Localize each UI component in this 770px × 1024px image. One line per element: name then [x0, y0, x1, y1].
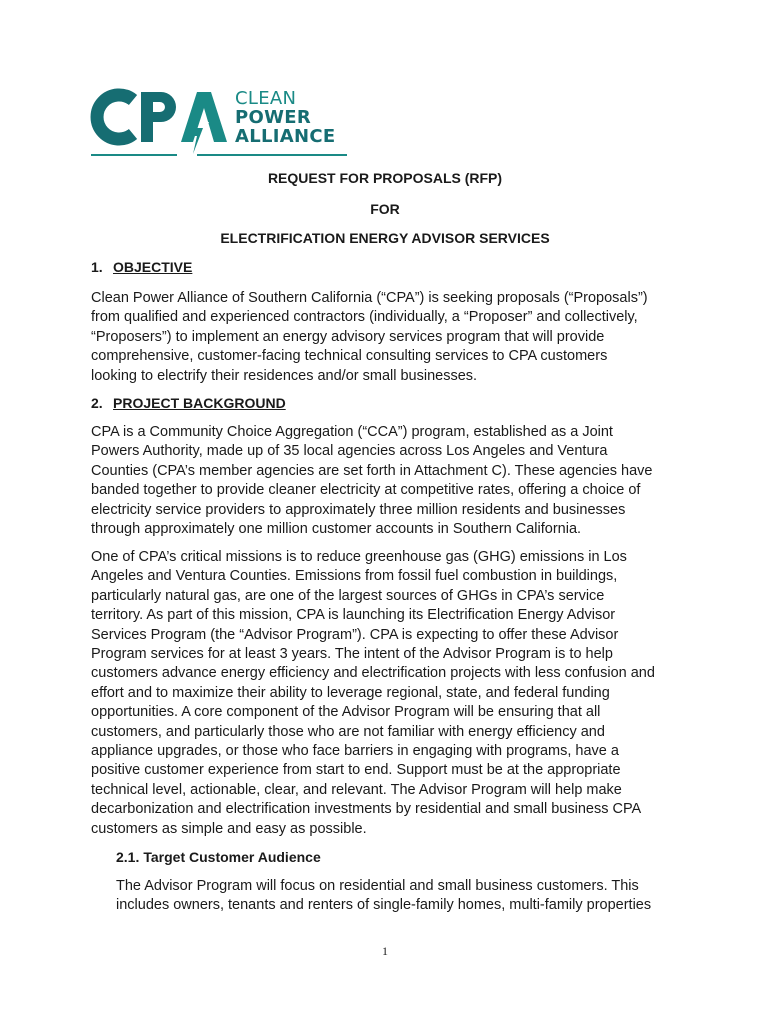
cpa-logo: [89, 88, 349, 158]
background-paragraph-1: CPA is a Community Choice Aggregation (“CCA”) program, established as a Joint Powers Authority, made up of 35 local agencies across Los Angeles and Ventura Counties (CPA’s member agencies are set forth in Attachment C). These agencies have banded together to provide cleaner electricity at competitive rates, offering a choice of electricity service providers to approximately three million residents and businesses through approximately one million customer accounts in Southern California.: [91, 424, 653, 538]
subsection-title: Target Customer Audience: [143, 849, 321, 865]
logo-text-alliance: ALLIANCE: [235, 126, 336, 147]
section-title: PROJECT BACKGROUND: [113, 395, 286, 411]
document-subtitle: ELECTRIFICATION ENERGY ADVISOR SERVICES: [220, 230, 550, 246]
logo-text-clean: CLEAN: [235, 88, 297, 109]
subsection-heading-target-audience: [116, 849, 321, 865]
document-title-for: FOR: [370, 201, 400, 217]
logo-text-power: POWER: [235, 107, 312, 128]
section-title: OBJECTIVE: [113, 259, 193, 275]
section-heading-project-background: [91, 395, 286, 411]
section-heading-objective: [91, 259, 192, 275]
objective-paragraph: Clean Power Alliance of Southern California (“CPA”) is seeking proposals (“Proposals”) from qualified and experienced contractors (individually, a “Proposer” and collectively, “Proposers”) to implement an energy advisory services program that will provide comprehensive, customer-facing technical consulting services to CPA customers looking to electrify their residences and/or small businesses.: [91, 290, 648, 384]
background-paragraph-2: One of CPA’s critical missions is to reduce greenhouse gas (GHG) emissions in Los Angeles and Ventura Counties. Emissions from fossil fuel combustion in buildings, particularly natural gas, are one of the largest sources of GHGs in CPA’s service territory. As part of this mission, CPA is launching its Electrification Energy Advisor Services Program (the “Advisor Program”). CPA is expecting to offer these Advisor Program services for at least 3 years. The intent of the Advisor Program is to help customers advance energy efficiency and electrification projects with less confusion and effort and to maximize their ability to leverage regional, state, and federal funding opportunities. A core component of the Advisor Program will be ensuring that all customers, and particularly those who are not familiar with energy efficiency and appliance upgrades, or those who face barriers in engaging with programs, have a positive customer experience from start to end. Support must be at the appropriate technical level, actionable, clear, and relevant. The Advisor Program will help make decarbonization and electrification investments by residential and small business CPA customers as simple and easy as possible.: [91, 549, 655, 837]
section-number: 1.: [91, 259, 103, 275]
document-title: REQUEST FOR PROPOSALS (RFP): [267, 170, 503, 186]
target-audience-paragraph: The Advisor Program will focus on residential and small business customers. This includes owners, tenants and renters of single-family homes, multi-family properties: [116, 878, 652, 914]
section-number: 2.: [91, 395, 103, 411]
page-number: 1: [382, 944, 388, 958]
subsection-number: 2.1.: [116, 849, 140, 865]
